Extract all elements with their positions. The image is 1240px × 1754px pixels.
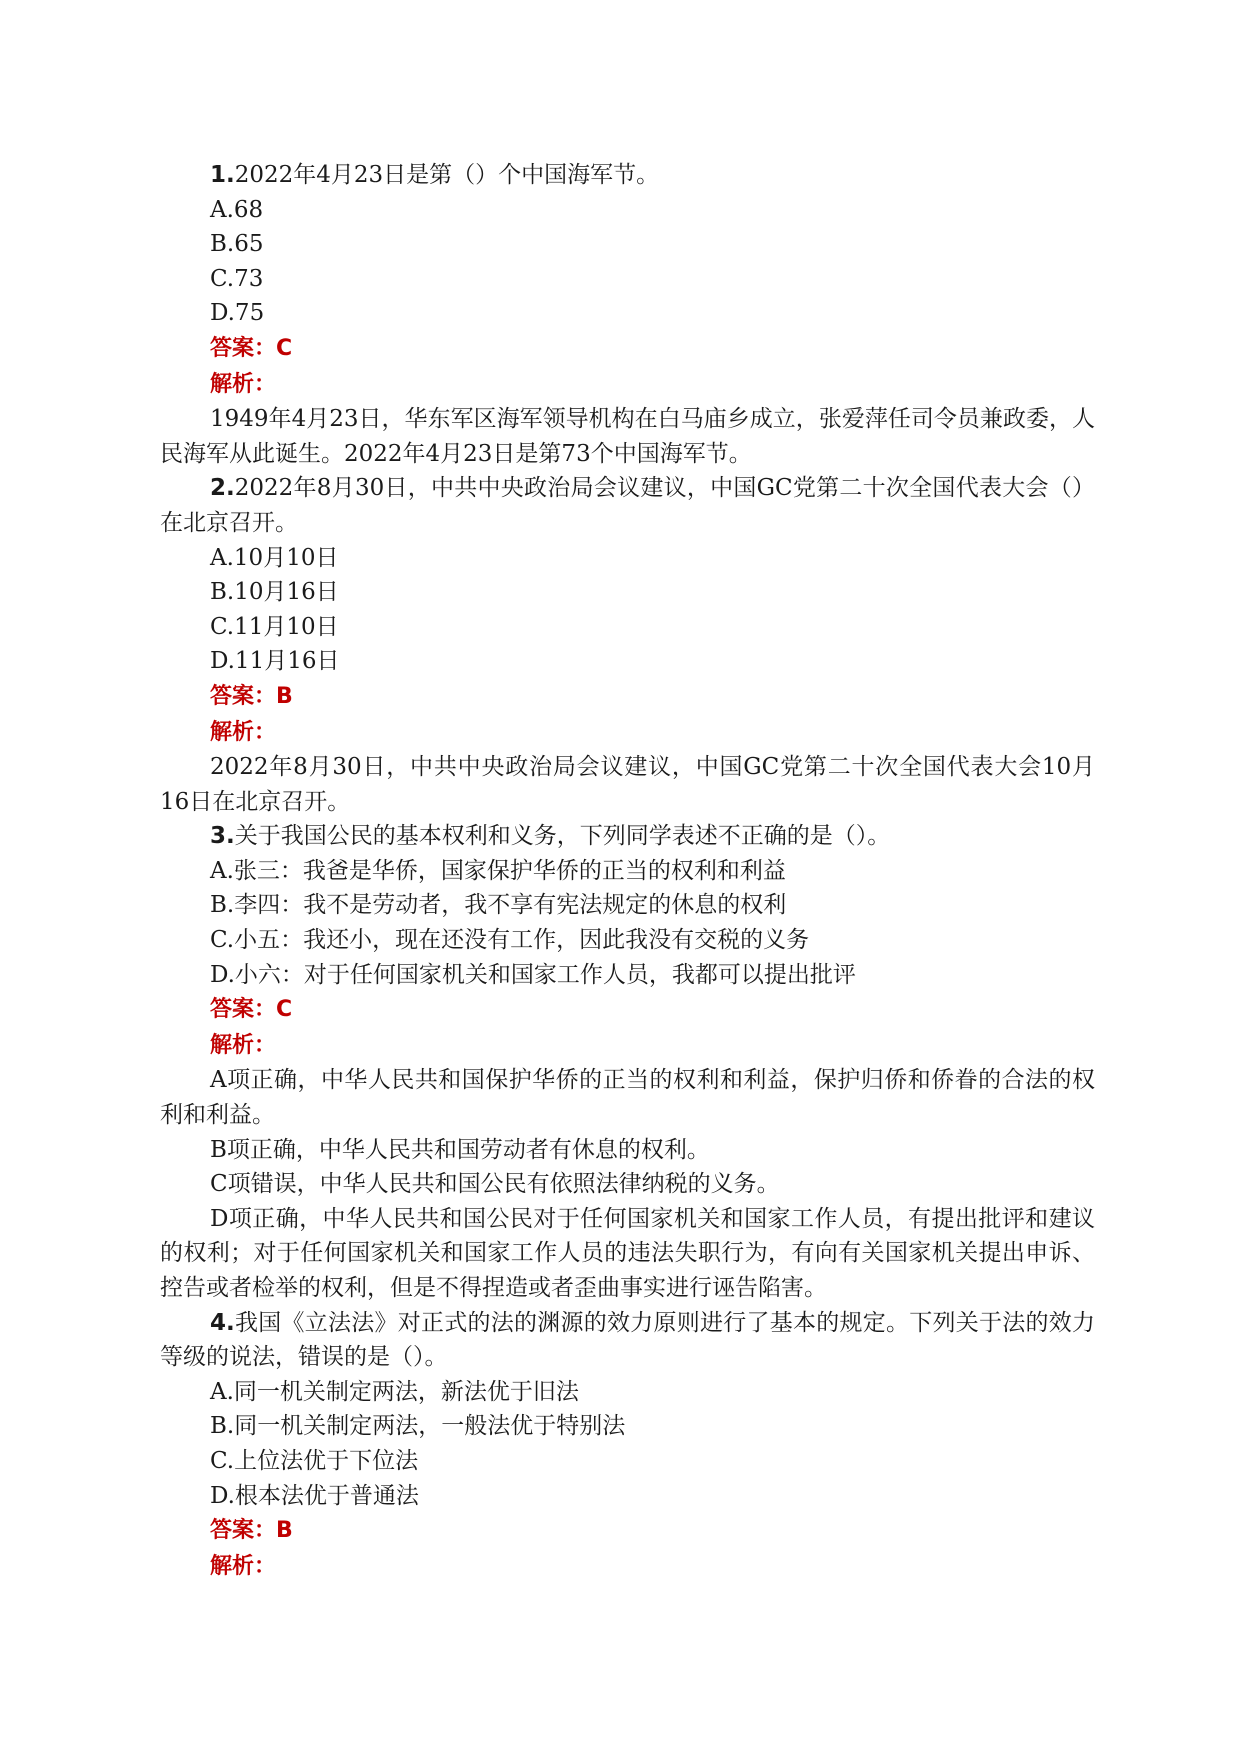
question-text: 关于我国公民的基本权利和义务，下列同学表述不正确的是（）。 xyxy=(234,823,891,850)
analysis-label: 解析： xyxy=(210,1032,277,1058)
analysis-paragraph: C项错误，中华人民共和国公民有依照法律纳税的义务。 xyxy=(210,1171,780,1198)
answer-line xyxy=(160,992,1095,1028)
analysis-heading xyxy=(160,715,1095,751)
question-2 xyxy=(160,471,1095,819)
analysis-paragraph: A项正确，中华人民共和国保护华侨的正当的权利和利益，保护归侨和侨眷的合法的权利和利益。 xyxy=(160,1067,1095,1129)
answer-label: 答案： xyxy=(210,683,277,709)
analysis-paragraph: B项正确，中华人民共和国劳动者有休息的权利。 xyxy=(210,1136,710,1163)
option-a: A.同一机关制定两法，新法优于旧法 xyxy=(210,1378,579,1405)
answer-line xyxy=(160,331,1095,367)
analysis-paragraph: 2022年8月30日，中共中央政治局会议建议，中国GC党第二十次全国代表大会10月16日在北京召开。 xyxy=(160,754,1095,815)
question-3 xyxy=(160,819,1095,1305)
analysis-heading xyxy=(160,1028,1095,1064)
question-1 xyxy=(160,158,1095,471)
document-page xyxy=(160,158,1095,1584)
option-b: B.65 xyxy=(210,231,264,258)
option-b: B.李四：我不是劳动者，我不享有宪法规定的休息的权利 xyxy=(210,892,787,919)
question-number: 4. xyxy=(210,1309,235,1336)
answer-value: B xyxy=(276,683,293,709)
question-number: 2. xyxy=(210,475,235,502)
analysis-paragraph: D项正确，中华人民共和国公民对于任何国家机关和国家工作人员，有提出批评和建议的权利；对于任何国家机关和国家工作人员的违法失职行为，有向有关国家机关提出申诉、控告或者检举的权利，但是不得捏造或者歪曲事实进行诬告陷害。 xyxy=(160,1205,1095,1301)
option-c: C.73 xyxy=(210,265,264,292)
option-c: C.小五：我还小，现在还没有工作，因此我没有交税的义务 xyxy=(210,927,810,954)
question-text: 2022年4月23日是第（）个中国海军节。 xyxy=(234,162,660,188)
answer-label: 答案： xyxy=(210,997,277,1023)
option-c: C.11月10日 xyxy=(210,613,339,640)
answer-value: C xyxy=(276,335,293,361)
question-4 xyxy=(160,1306,1095,1585)
analysis-label: 解析： xyxy=(210,719,277,745)
option-d: D.小六：对于任何国家机关和国家工作人员，我都可以提出批评 xyxy=(210,961,856,988)
option-d: D.根本法优于普通法 xyxy=(210,1482,419,1509)
option-d: D.75 xyxy=(210,300,265,327)
option-b: B.同一机关制定两法，一般法优于特别法 xyxy=(210,1413,626,1440)
answer-line xyxy=(160,679,1095,715)
analysis-label: 解析： xyxy=(210,371,277,397)
option-c: C.上位法优于下位法 xyxy=(210,1447,419,1474)
question-stem xyxy=(160,1306,1095,1375)
answer-line xyxy=(160,1513,1095,1549)
question-stem xyxy=(160,819,1095,854)
option-d: D.11月16日 xyxy=(210,648,340,675)
analysis-heading xyxy=(160,367,1095,403)
question-number: 1. xyxy=(210,162,235,188)
analysis-paragraph: 1949年4月23日，华东军区海军领导机构在白马庙乡成立，张爱萍任司令员兼政委，人民海军从此诞生。2022年4月23日是第73个中国海军节。 xyxy=(160,406,1095,467)
answer-value: B xyxy=(276,1518,293,1544)
answer-value: C xyxy=(276,997,293,1023)
option-b: B.10月16日 xyxy=(210,579,339,606)
question-stem xyxy=(160,158,1095,193)
question-text: 我国《立法法》对正式的法的渊源的效力原则进行了基本的规定。下列关于法的效力等级的说法，错误的是（）。 xyxy=(160,1309,1095,1371)
question-number: 3. xyxy=(210,823,235,850)
option-a: A.张三：我爸是华侨，国家保护华侨的正当的权利和利益 xyxy=(210,857,786,884)
answer-label: 答案： xyxy=(210,1518,277,1544)
analysis-heading xyxy=(160,1549,1095,1585)
option-a: A.68 xyxy=(210,196,264,223)
answer-label: 答案： xyxy=(210,335,277,361)
question-stem xyxy=(160,471,1095,540)
option-a: A.10月10日 xyxy=(210,544,339,571)
question-text: 2022年8月30日，中共中央政治局会议建议，中国GC党第二十次全国代表大会（）在北京召开。 xyxy=(160,475,1095,536)
analysis-label: 解析： xyxy=(210,1553,277,1579)
